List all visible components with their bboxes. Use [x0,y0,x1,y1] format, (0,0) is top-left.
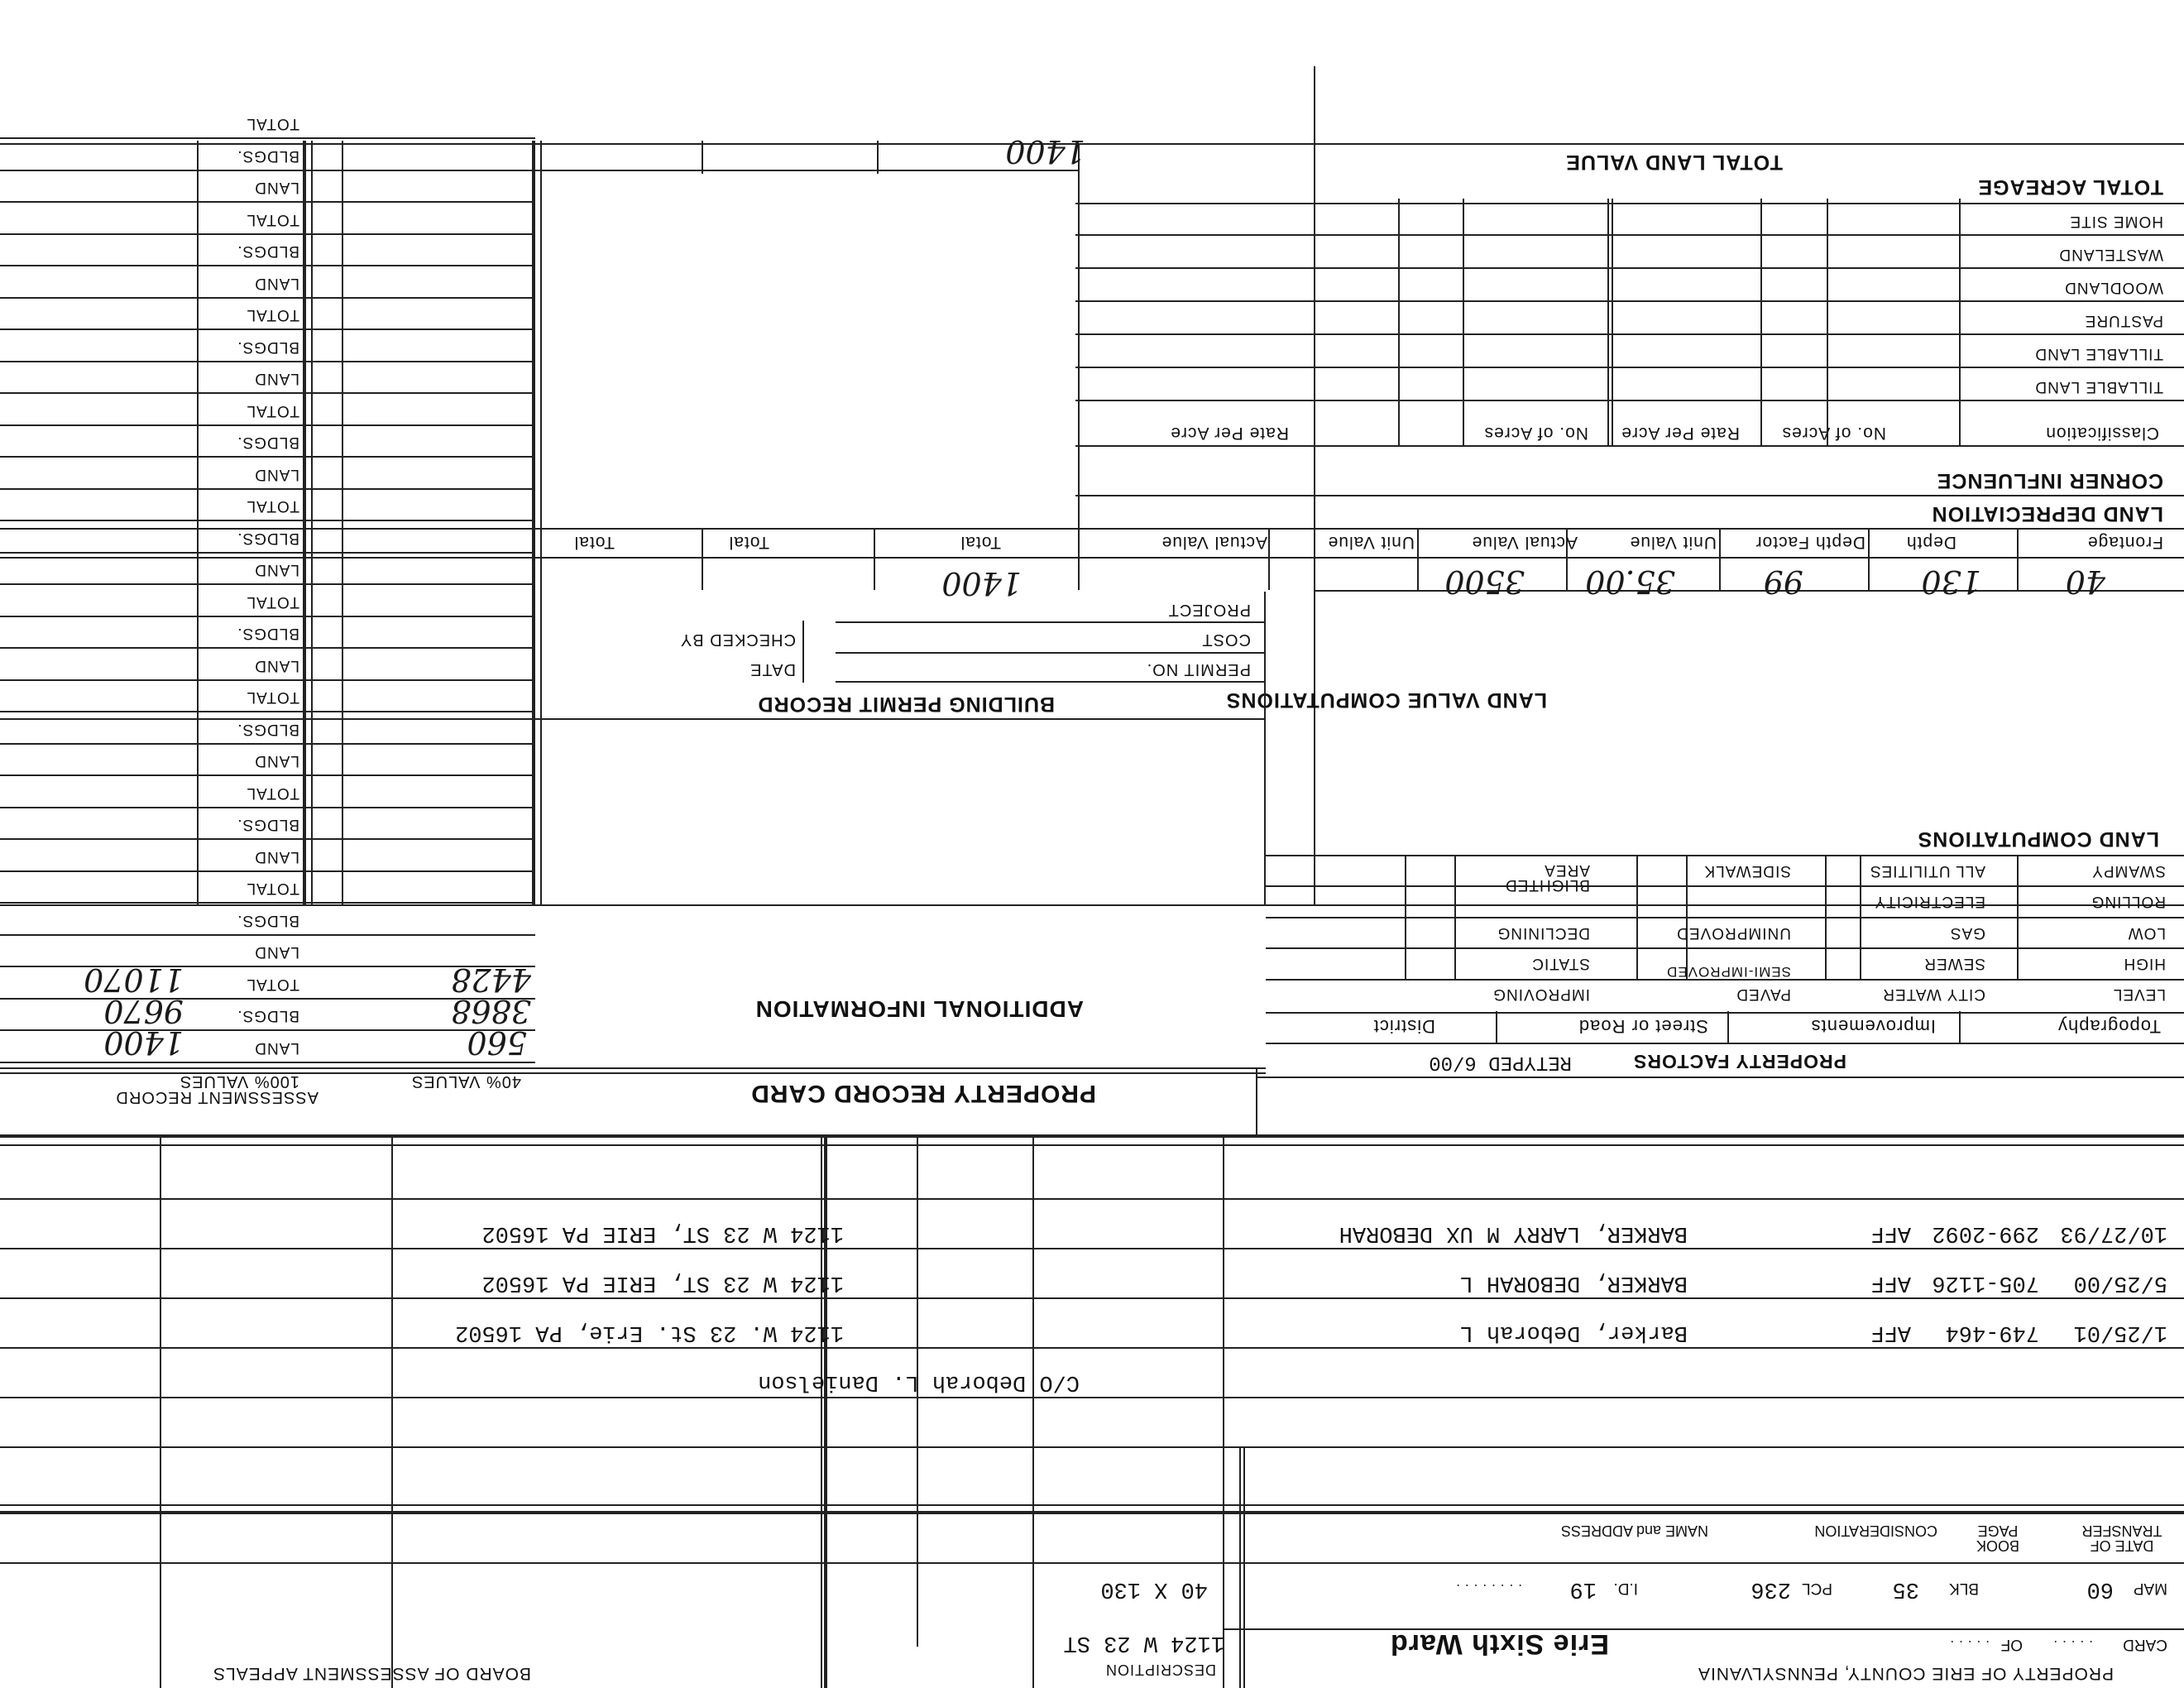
acreage-row: TILLABLE LAND [2034,345,2163,362]
topography-header: Topography [2057,1016,2161,1037]
frame-line [1266,1043,2184,1044]
assessment-row-line [0,488,535,490]
assessment-row-label: LAND [254,179,299,196]
board-header: BOARD OF ASSESSMENT APPEALS [213,1664,531,1683]
blk-label: BLK [1949,1580,1979,1597]
frontage-header: Frontage [2086,533,2163,552]
depth-factor-value: 99 [1763,563,1803,600]
depth-header: Depth [1905,533,1956,552]
street-option: PAVED [1736,985,1791,1003]
consideration-header: CONSIDERATION [1814,1523,1937,1539]
values-40-header: 40% VALUES [410,1072,521,1091]
frame-line [1636,856,1638,981]
transfer-consideration: AFF [1870,1320,1911,1345]
additional-info-title: ADDITIONAL INFORMATION [754,996,1084,1022]
assessment-row-line [0,170,535,171]
street-option: SIDEWALK [1703,862,1791,880]
frame-line [1075,234,2184,236]
assessment-row-line [0,297,535,299]
frame-line [0,1144,2184,1146]
frame-line [1266,947,2184,949]
assessment-row-line [0,233,535,235]
frame-line [1607,199,1609,447]
map-value: 60 [2086,1576,2114,1601]
frame-line [1727,1011,1729,1044]
assessment-row-line [0,1062,535,1063]
district-option: BLIGHTED AREA [1504,861,1590,894]
total-acreage-label: TOTAL ACREAGE [1977,175,2163,199]
property-record-card-title: PROPERTY RECORD CARD [750,1080,1096,1107]
assessment-row-label: TOTAL [246,115,299,132]
frame-line [1075,367,2184,368]
frame-line [1266,855,2184,856]
assessment-row-label: LAND [254,657,299,674]
assessment-row-label: TOTAL [246,306,299,324]
frame-line [1224,1628,2184,1630]
blk-value: 35 [1892,1576,1919,1601]
land-value-computations-title: LAND VALUE COMPUTATIONS [1225,688,1547,712]
frame-line [1266,1012,2184,1014]
transfer-consideration: AFF [1870,1220,1911,1245]
assessment-row-label: TOTAL [246,211,299,228]
assessment-row-label: BLDGS. [237,338,299,356]
assessment-row-line [0,201,535,203]
frame-line [1257,1077,2184,1078]
total-100-value: 11070 [84,961,184,998]
frame-line [1243,1448,1245,1688]
improvements-option: CITY WATER [1882,985,1985,1003]
frame-line [160,1138,161,1688]
frame-line [1075,445,2184,447]
district-option: STATIC [1531,955,1590,972]
frame-line [1266,885,2184,887]
date-transfer-header: DATE OF TRANSFER [2081,1523,2162,1554]
name-address-header: NAME and ADDRESS [1560,1523,1708,1539]
cost-label: COST [1201,631,1251,649]
frame-line [0,1134,2184,1138]
transfer-address: 1124 W 23 ST, ERIE PA 16502 [481,1220,844,1245]
assessment-row-line [0,552,535,554]
frame-line [0,1347,2184,1349]
assessment-row-label: BLDGS. [237,912,299,929]
bldgs-40-value: 3868 [451,993,531,1029]
frame-line [1264,592,1266,906]
assessment-row-label: TOTAL [246,688,299,706]
pcl-label: PCL [1802,1580,1832,1597]
assessment-row-label: TOTAL [246,497,299,515]
acreage-row: WASTELAND [2058,246,2163,263]
id-label: I.D. [1613,1580,1638,1597]
assessment-row-line [0,870,535,872]
dot-leader: ..... [1945,1638,1990,1653]
assessment-row-line [0,807,535,808]
assessment-row-line [0,137,535,139]
assessment-row-line [0,520,535,521]
assessment-record-header: ASSESSMENT RECORD [115,1088,318,1106]
frame-line [303,141,306,906]
assessment-row-line [0,328,535,330]
frame-line [2017,856,2019,981]
land-computations-label: LAND COMPUTATIONS [1917,827,2159,851]
topography-option: LEVEL [2112,985,2166,1003]
building-permit-record-title: BUILDING PERMIT RECORD [757,693,1055,716]
total-40-value: 4428 [451,961,531,998]
frame-line [1825,856,1827,981]
frame-line [1075,203,2184,204]
property-of-header: PROPERTY OF ERIE COUNTY, PENNSYLVANIA [1697,1664,2114,1683]
frame-line [1314,66,1315,906]
assessment-row-label: LAND [254,1039,299,1057]
acreage-row: WOODLAND [2064,279,2163,296]
depth-value: 130 [1921,563,1981,600]
rate-per-acre-header: Rate Per Acre [1170,424,1289,443]
assessment-row-line [0,838,535,840]
frame-line [1075,333,2184,335]
district-option: IMPROVING [1492,985,1590,1003]
improvements-option: SEWER [1923,955,1985,972]
permit-date-label: DATE [750,660,796,679]
frame-line [702,528,703,590]
assessment-row-line [0,743,535,745]
frame-line [802,621,804,683]
assessment-row-line [0,679,535,681]
unit-value-header: Unit Value [1327,533,1415,552]
land-40-value: 560 [467,1024,527,1061]
assessment-row-label: LAND [254,752,299,770]
frame-line [0,904,2184,906]
frame-line [1075,300,2184,302]
rate-per-acre-header: Rate Per Acre [1621,424,1740,443]
dot-leader: ..... [2048,1638,2093,1653]
acreage-row: TILLABLE LAND [2034,378,2163,396]
frame-line [1075,400,2184,401]
frame-line [391,1138,393,1688]
permit-no-label: PERMIT NO. [1146,660,1251,679]
frame-line [540,141,542,906]
project-label: PROJECT [1167,601,1251,619]
district-header: District [1372,1016,1435,1037]
frame-line [0,1446,2184,1448]
assessment-row-label: TOTAL [246,784,299,802]
lot-size: 40 X 130 [1100,1576,1208,1601]
frame-line [0,718,1266,720]
district-option: DECLINING [1497,924,1590,942]
transfer-name: BARKER, LARRY M UX DEBORAH [1339,1220,1688,1245]
frame-line [1075,267,2184,269]
checked-by-label: CHECKED BY [679,631,796,649]
assessment-row-line [0,361,535,362]
land-depreciation-label: LAND DEPRECIATION [1931,502,2163,525]
unit-value: 35.00 [1585,563,1675,600]
improvements-header: Improvements [1810,1016,1936,1037]
transfer-address: 1124 W. 23 St. Erie, PA 16502 [455,1320,844,1345]
land-100-value: 1400 [103,1024,184,1061]
frame-line [1032,1138,1034,1688]
total-land-value: 1400 [1005,133,1085,170]
assessment-row-label: BLDGS. [237,816,299,833]
assessment-row-line [0,711,535,712]
frame-line [702,141,703,174]
frame-line [0,1504,2184,1506]
retyped-note: RETYPED 6/00 [1429,1051,1572,1073]
frame-line [0,528,2184,530]
assessment-row-label: LAND [254,466,299,483]
assessment-row-label: BLDGS. [237,625,299,642]
total-header: Total [960,533,1001,552]
total-header: Total [573,533,615,552]
frame-line [1959,199,1961,447]
acreage-row: PASTURE [2084,312,2163,329]
frame-line [1959,1011,1961,1044]
transfer-date: 10/27/93 [2060,1220,2167,1245]
transfer-name: Barker, Deborah L [1459,1320,1688,1345]
frame-line [0,557,2184,559]
frame-line [0,1297,2184,1299]
assessment-row-line [0,424,535,426]
total-header: Total [728,533,769,552]
property-factors-title: PROPERTY FACTORS [1633,1051,1846,1072]
frame-line [1463,199,1464,447]
topography-option: ROLLING [2091,893,2166,910]
frame-line [0,1248,2184,1249]
frame-line [0,1397,2184,1398]
assessment-row-label: LAND [254,275,299,292]
transfer-name: BARKER, DEBORAH L [1459,1270,1688,1295]
frame-line [1612,199,1613,447]
frame-line [836,621,1266,623]
topography-option: HIGH [2123,955,2166,972]
transfer-book-page: 749-464 [1945,1320,2039,1345]
total-land-value-label: TOTAL LAND VALUE [1565,151,1783,174]
actual-value-header: Actual Value [1471,533,1578,552]
street-option: UNIMPROVED [1676,924,1791,942]
care-of-line: C/O Deborah L. Danielson [758,1369,1080,1394]
assessment-row-label: TOTAL [246,880,299,897]
no-of-acres-header: No. of Acres [1483,424,1588,443]
frame-line [342,141,343,906]
frame-line [1686,856,1688,981]
assessment-row-label: LAND [254,370,299,387]
frame-line [311,141,313,906]
dot-leader: ........ [1451,1581,1522,1597]
frame-line [836,681,1266,683]
frame-line [1496,1011,1497,1044]
frame-line [1075,495,2184,496]
assessment-row-line [0,934,535,936]
frame-line [1268,528,1270,590]
frame-line [1868,528,1870,590]
improvements-option: ALL UTILITIES [1869,862,1985,880]
frame-line [197,141,199,906]
assessment-row-line [0,583,535,585]
frame-line [877,141,879,174]
transfer-book-page: 299-2092 [1932,1220,2039,1245]
bldgs-100-value: 9670 [103,993,184,1029]
transfer-address: 1124 W 23 ST, ERIE PA 16502 [481,1270,844,1295]
transfer-date: 1/25/01 [2073,1320,2167,1345]
assessment-row-line [0,392,535,394]
assessment-row-line [0,265,535,266]
computation-total: 1400 [941,565,1022,602]
assessment-row-label: BLDGS. [237,434,299,451]
frame-line [0,1198,2184,1200]
id-value: 19 [1569,1576,1597,1601]
street-option: SEMI-IMPROVED [1666,964,1791,980]
property-address: 1124 W 23 ST [1063,1630,1224,1655]
frame-line [1256,1067,1257,1138]
classification-header: Classification [2045,424,2159,443]
street-header: Street or Road [1578,1016,1708,1037]
pcl-value: 236 [1751,1576,1791,1601]
frame-line [1454,856,1456,981]
assessment-row-label: BLDGS. [237,530,299,547]
frame-line [0,1511,2184,1514]
assessment-row-label: LAND [254,943,299,961]
description-label: DESCRIPTION [1104,1662,1216,1678]
assessment-row-line [0,774,535,776]
book-page-header: BOOK PAGE [1976,1523,2020,1554]
frame-line [1827,199,1828,447]
unit-value-header: Unit Value [1629,533,1717,552]
transfer-date: 5/25/00 [2073,1270,2167,1295]
assessment-row-label: TOTAL [246,976,299,993]
assessment-row-line [0,456,535,458]
corner-influence-label: CORNER INFLUENCE [1936,469,2163,492]
frame-line [1223,1138,1224,1688]
map-label: MAP [2133,1580,2167,1597]
frame-line [0,1562,2184,1564]
frame-line [1239,1448,1241,1688]
of-label: OF [2000,1636,2023,1653]
frame-line [1417,528,1419,590]
improvements-option: ELECTRICITY [1874,893,1985,910]
no-of-acres-header: No. of Acres [1781,424,1886,443]
values-100-header: 100% VALUES [179,1072,299,1091]
assessment-row-line [0,902,535,904]
topography-option: LOW [2127,924,2166,942]
transfer-consideration: AFF [1870,1270,1911,1295]
acreage-row: HOME SITE [2069,213,2163,230]
assessment-row-label: BLDGS. [237,147,299,165]
frame-line [1398,199,1400,447]
frame-line [2017,528,2019,590]
assessment-row-label: LAND [254,561,299,578]
card-label: CARD [2123,1636,2167,1653]
frame-line [1860,856,1861,981]
frame-line [532,141,535,906]
assessment-row-label: TOTAL [246,402,299,420]
ward-name: Erie Sixth Ward [1389,1628,1609,1660]
improvements-option: GAS [1949,924,1985,942]
frame-line [874,528,875,590]
frontage-value: 40 [2065,563,2105,600]
frame-line [1266,917,2184,918]
topography-option: SWAMPY [2091,862,2166,880]
assessment-row-label: BLDGS. [237,721,299,738]
frame-line [1405,856,1406,981]
assessment-row-line [0,647,535,649]
assessment-row-label: TOTAL [246,593,299,611]
frame-line [1760,199,1762,447]
actual-value: 3500 [1444,563,1525,600]
assessment-row-label: BLDGS. [237,1007,299,1024]
depth-factor-header: Depth Factor [1755,533,1866,552]
frame-line [0,143,2184,145]
assessment-row-label: LAND [254,848,299,866]
frame-line [1719,528,1721,590]
actual-value-header: Actual Value [1161,533,1267,552]
frame-line [0,1067,1266,1069]
assessment-row-line [0,616,535,617]
assessment-row-label: BLDGS. [237,242,299,260]
frame-line [836,652,1266,654]
assessment-row-line [0,1029,535,1031]
transfer-book-page: 705-1126 [1932,1270,2039,1295]
